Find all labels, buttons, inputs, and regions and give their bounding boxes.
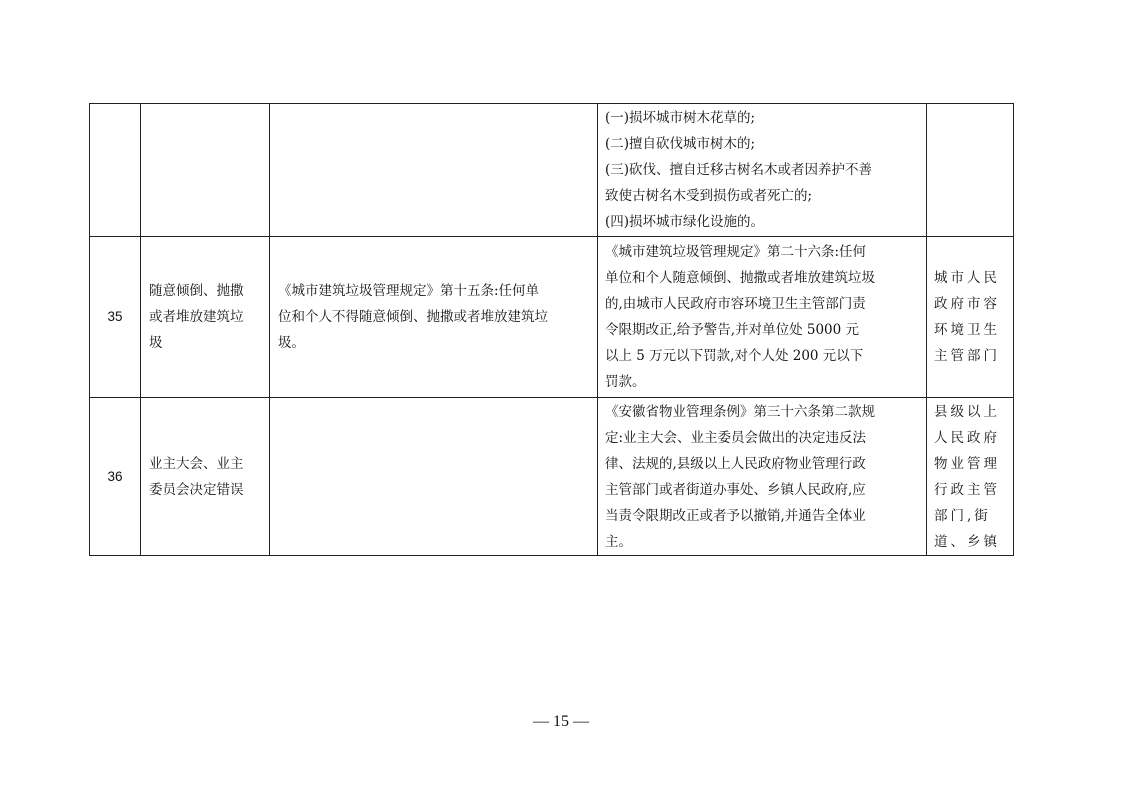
penalty-line: 《安徽省物业管理条例》第三十六条第二款规 (605, 403, 875, 420)
table-row (90, 398, 1014, 556)
item-line: 业主大会、业主 (149, 455, 244, 472)
basis-line: 《城市建筑垃圾管理规定》第十五条:任何单 (278, 283, 540, 299)
penalty-line: (一)损坏城市树木花草的; (605, 110, 756, 126)
item-cell (141, 104, 270, 237)
penalty-line: 单位和个人随意倾倒、抛撒或者堆放建筑垃圾 (605, 270, 875, 286)
item-line: 圾 (149, 335, 163, 351)
penalty-line: 令限期改正,给予警告,并对单位处 5000 元 (605, 322, 860, 338)
penalty-line: (三)砍伐、擅自迁移古树名木或者因养护不善 (605, 162, 873, 178)
basis-cell (270, 104, 598, 237)
authority-line: 主管部门 (934, 348, 1000, 364)
basis-cell (270, 237, 598, 398)
item-line: 或者堆放建筑垃 (149, 309, 244, 325)
penalty-line: 主。 (605, 533, 632, 550)
row-number-cell: 35 (90, 237, 141, 398)
authority-line: 道、乡镇 (934, 533, 1000, 550)
authority-cell (927, 398, 1014, 556)
penalty-line: 以上 5 万元以下罚款,对个人处 200 元以下 (605, 348, 864, 364)
penalty-line: 致使古树名木受到损伤或者死亡的; (605, 188, 813, 204)
authority-line: 人民政府 (934, 429, 1000, 446)
item-cell (141, 237, 270, 398)
penalty-cell (598, 237, 927, 398)
item-line: 委员会决定错误 (149, 481, 244, 498)
item-line: 随意倾倒、抛撒 (149, 283, 244, 299)
basis-cell (270, 398, 598, 556)
authority-line: 政府市容 (934, 296, 1000, 312)
penalty-line: 主管部门或者街道办事处、乡镇人民政府,应 (605, 481, 866, 498)
penalty-line: 当责令限期改正或者予以撤销,并通告全体业 (605, 507, 866, 524)
penalty-line: 律、法规的,县级以上人民政府物业管理行政 (605, 455, 866, 472)
authority-line: 行政主管 (934, 481, 1000, 498)
authority-line: 城市人民 (934, 270, 1000, 286)
authority-line: 环境卫生 (934, 322, 1000, 338)
penalty-line: (四)损坏城市绿化设施的。 (605, 214, 765, 230)
row-number-cell: 36 (90, 398, 141, 556)
row-number-cell (90, 104, 141, 237)
penalty-cell (598, 104, 927, 237)
basis-line: 位和个人不得随意倾倒、抛撒或者堆放建筑垃 (278, 309, 548, 325)
penalty-line: 《城市建筑垃圾管理规定》第二十六条:任何 (605, 244, 867, 260)
penalty-line: 罚款。 (605, 374, 646, 390)
authority-line: 物业管理 (934, 455, 1000, 472)
authority-cell (927, 237, 1014, 398)
authority-line: 县级以上 (934, 403, 1000, 420)
page-number: — 15 — (533, 713, 589, 730)
table-row (90, 237, 1014, 398)
penalty-line: 定:业主大会、业主委员会做出的决定违反法 (605, 429, 867, 446)
penalty-cell (598, 398, 927, 556)
table-row (90, 104, 1014, 237)
authority-line: 部门,街 (934, 507, 991, 524)
penalty-line: 的,由城市人民政府市容环境卫生主管部门责 (605, 296, 866, 312)
penalty-line: (二)擅自砍伐城市树木的; (605, 136, 756, 152)
regulation-table (89, 103, 1014, 556)
item-cell (141, 398, 270, 556)
basis-line: 圾。 (278, 335, 305, 351)
authority-cell (927, 104, 1014, 237)
